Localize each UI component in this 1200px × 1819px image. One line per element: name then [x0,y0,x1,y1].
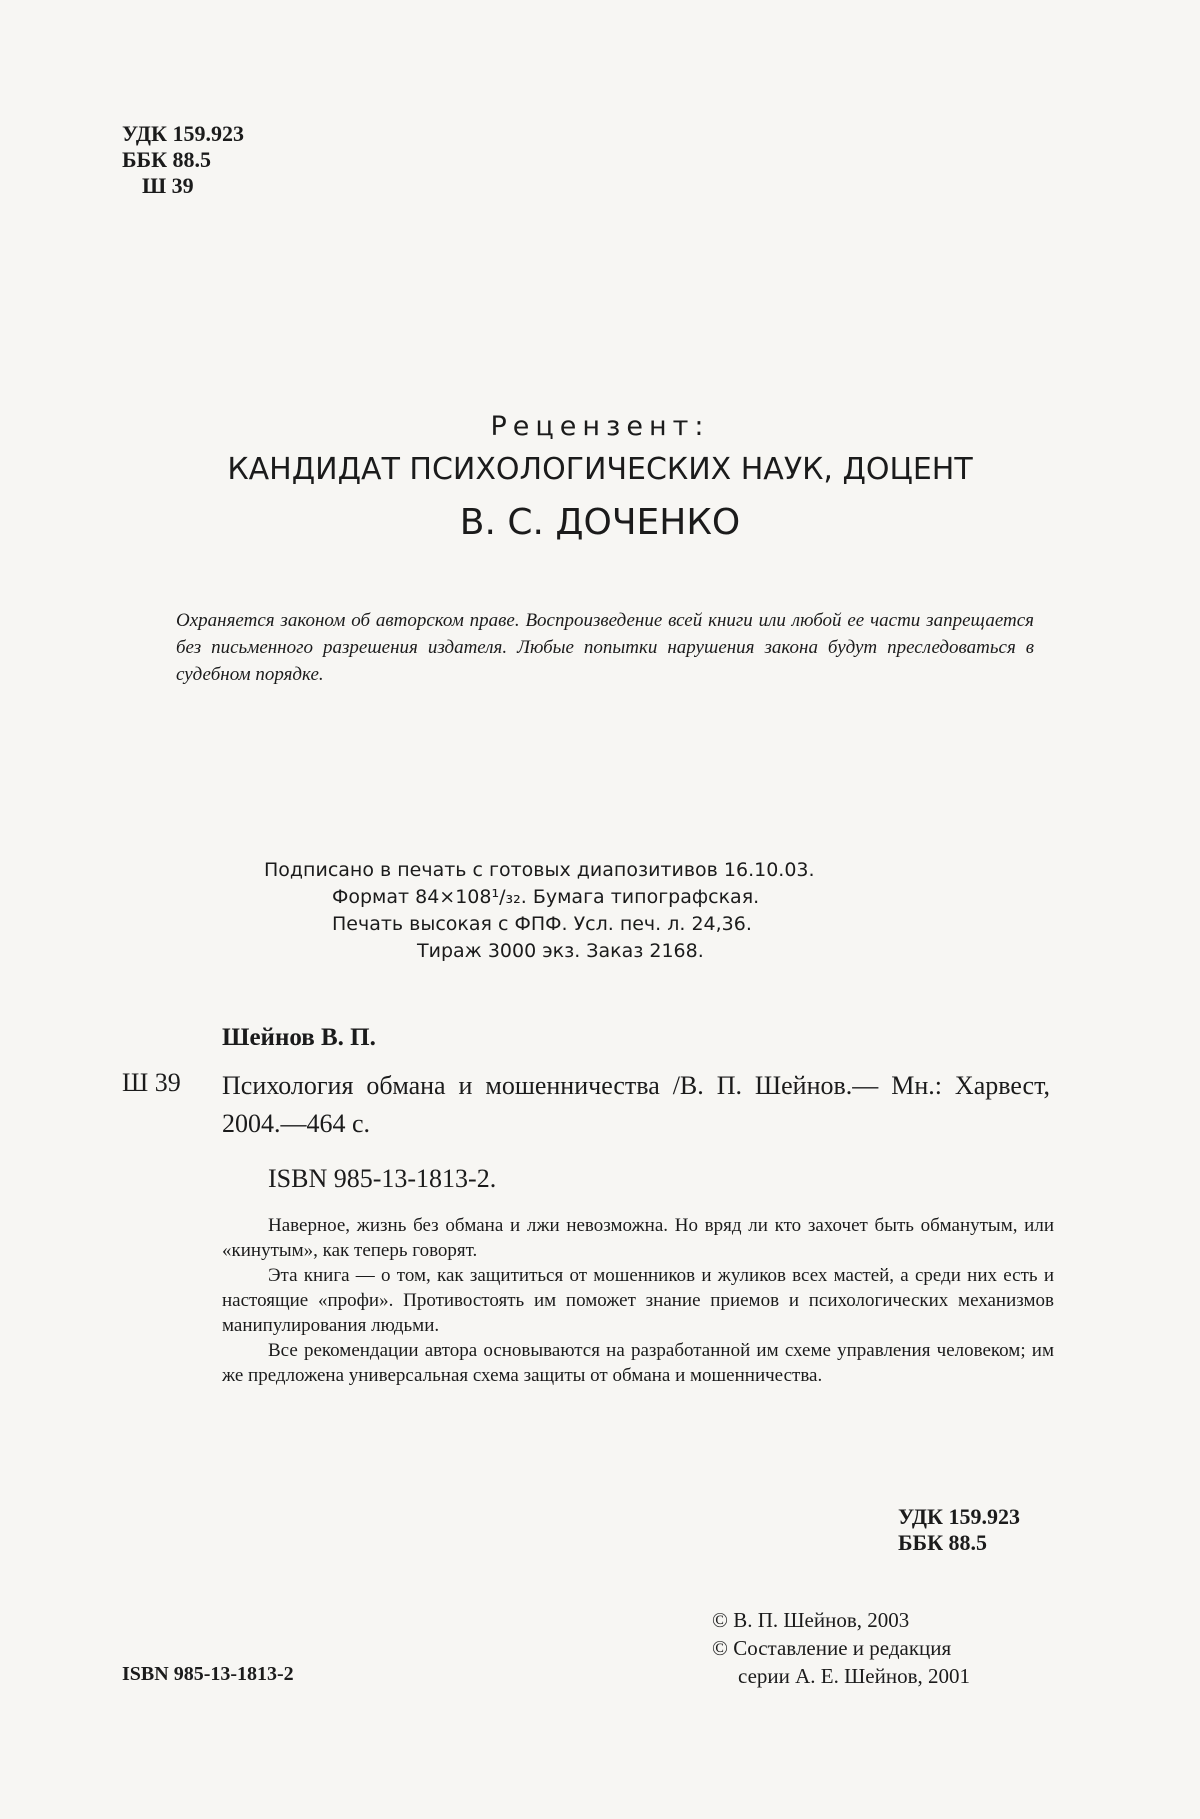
reviewer-label: Рецензент: [490,411,710,442]
imprint-line: Печать высокая с ФПФ. Усл. печ. л. 24,36. [332,913,752,935]
copyright-line: © В. П. Шейнов, 2003 [712,1608,910,1632]
annotation-paragraph: Все рекомендации автора основываются на разработанной им схеме управления человеком; им же предложена универсальная схема защиты от обмана и мошенничества. [222,1340,1054,1386]
imprint-line: Подписано в печать с готовых диапозитивов 16.10.03. [264,859,815,881]
imprint-line: Тираж 3000 экз. Заказ 2168. [417,940,704,962]
reviewer-block [0,410,1200,548]
reviewer-title: КАНДИДАТ ПСИХОЛОГИЧЕСКИХ НАУК, ДОЦЕНТ [227,452,973,487]
copyrights [712,1606,970,1690]
udk-code: УДК 159.923 [122,121,245,146]
udk-code: УДК 159.923 [898,1504,1021,1529]
annotation-paragraph: Эта книга — о том, как защититься от мошенников и жуликов всех мастей, а среди них есть и настоящие «профи». Противостоять им поможет знание приемов и психологических механизмов манипулирования людьми. [222,1265,1054,1336]
copyright-line: серии А. Е. Шейнов, 2001 [738,1664,971,1688]
annotation-paragraph: Наверное, жизнь без обмана и лжи невозможна. Но вряд ли кто захочет быть обманутым, или «кинутым», как теперь говорят. [222,1215,1054,1261]
imprint-block [250,857,930,965]
bbk-code: ББК 88.5 [898,1530,988,1555]
classification-bottom [898,1504,1020,1556]
author-mark: Ш 39 [142,173,194,198]
bbk-code: ББК 88.5 [122,147,212,172]
copyright-notice: Охраняется законом об авторском праве. Воспроизведение всей книги или любой ее части запрещается без письменного разрешения издателя. Любые попытки нарушения закона будут преследоваться в судебном порядке. [176,610,1034,685]
imprint-line: Формат 84×108¹/₃₂. Бумага типографская. [332,886,760,908]
isbn-bottom: ISBN 985-13-1813-2 [122,1663,294,1685]
record-description: Психология обмана и мошенничества /В. П. Шейнов.— Мн.: Харвест, 2004.—464 с. [222,1071,1050,1138]
annotation [222,1213,1054,1388]
record-isbn: ISBN 985-13-1813-2. [268,1164,497,1193]
reviewer-name: В. С. ДОЧЕНКО [459,502,741,543]
copyright-line: © Составление и редакция [712,1636,952,1660]
record-author: Шейнов В. П. [222,1024,376,1051]
classification-top [122,121,244,199]
record-code: Ш 39 [122,1068,181,1097]
